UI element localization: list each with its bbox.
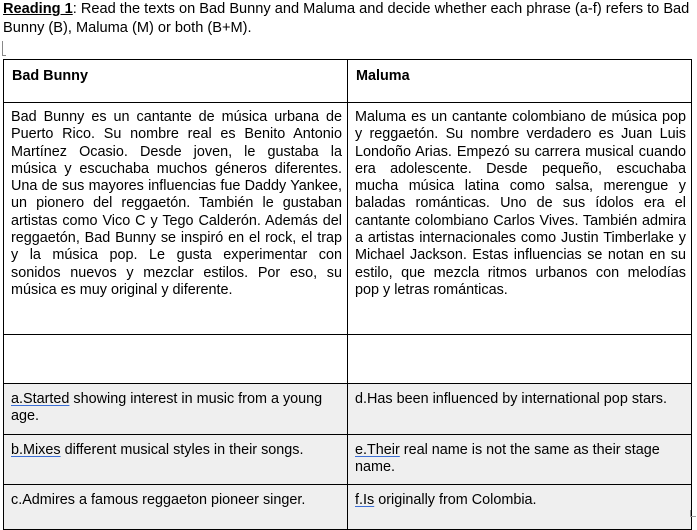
phrase-f[interactable] bbox=[348, 485, 692, 530]
phrase-b[interactable] bbox=[4, 435, 348, 485]
bad-bunny-header: Bad Bunny bbox=[4, 60, 348, 103]
phrase-b-rest: different musical styles in their songs. bbox=[60, 442, 304, 458]
phrase-row bbox=[4, 485, 692, 530]
phrase-a[interactable] bbox=[4, 384, 348, 435]
phrase-a-prefix: a.Started bbox=[11, 391, 70, 407]
bad-bunny-text: Bad Bunny es un cantante de música urbana de Puerto Rico. Su nombre real es Benito Antonio Martínez Ocasio. Desde joven, le gustaba la música y escuchaba muchos géneros diferentes. Una de sus mayores influencias fue Daddy Yankee, un pionero del reggaetón. También le gustaban artistas como Vico C y Tego Calderón. Además del reggaetón, Bad Bunny se inspiró en el rock, el trap y la música pop. Le gusta experimentar con sonidos nuevos y mezclar estilos. Por eso, su música es muy original y diferente. bbox=[4, 103, 348, 335]
phrase-d[interactable]: d.Has been influenced by international pop stars. bbox=[348, 384, 692, 435]
phrase-a-rest: showing interest in music from a young age. bbox=[11, 391, 323, 425]
header-row bbox=[4, 60, 692, 103]
phrase-f-prefix: f.Is bbox=[355, 492, 375, 508]
text-cursor-marker bbox=[2, 41, 6, 56]
phrase-e-rest: real name is not the same as their stage name. bbox=[355, 442, 660, 476]
instructions bbox=[3, 0, 695, 38]
instructions-text: : Read the texts on Bad Bunny and Maluma and decide whether each phrase (a-f) refers to Bad Bunny (B), Maluma (M) or both (B+M). bbox=[3, 1, 690, 36]
text-row bbox=[4, 103, 692, 335]
phrase-row bbox=[4, 384, 692, 435]
maluma-text: Maluma es un cantante colombiano de música pop y reggaetón. Su nombre verdadero es Juan Luis Londoño Arias. Empezó su carrera musical cuando era adolescente. Desde pequeño, escuchaba mucha música latina como salsa, merengue y baladas románticas. Uno de sus ídolos era el cantante colombiano Carlos Vives. También admira a artistas internacionales como Justin Timberlake y Michael Jackson. Estas influencias se notan en su estilo, que mezcla ritmos urbanos con melodías pop y letras románticas. bbox=[348, 103, 692, 335]
phrase-c[interactable]: c.Admires a famous reggaeton pioneer singer. bbox=[4, 485, 348, 530]
phrase-e-prefix: e.Their bbox=[355, 442, 400, 458]
reading-table bbox=[3, 59, 692, 530]
phrase-row bbox=[4, 435, 692, 485]
phrase-b-prefix: b.Mixes bbox=[11, 442, 61, 458]
page-corner-marker bbox=[690, 510, 696, 517]
blank-cell-left[interactable] bbox=[4, 335, 348, 384]
blank-cell-right[interactable] bbox=[348, 335, 692, 384]
reading-label: Reading 1 bbox=[3, 1, 73, 17]
phrase-f-rest: originally from Colombia. bbox=[374, 492, 537, 508]
blank-row bbox=[4, 335, 692, 384]
phrase-e[interactable] bbox=[348, 435, 692, 485]
maluma-header: Maluma bbox=[348, 60, 692, 103]
